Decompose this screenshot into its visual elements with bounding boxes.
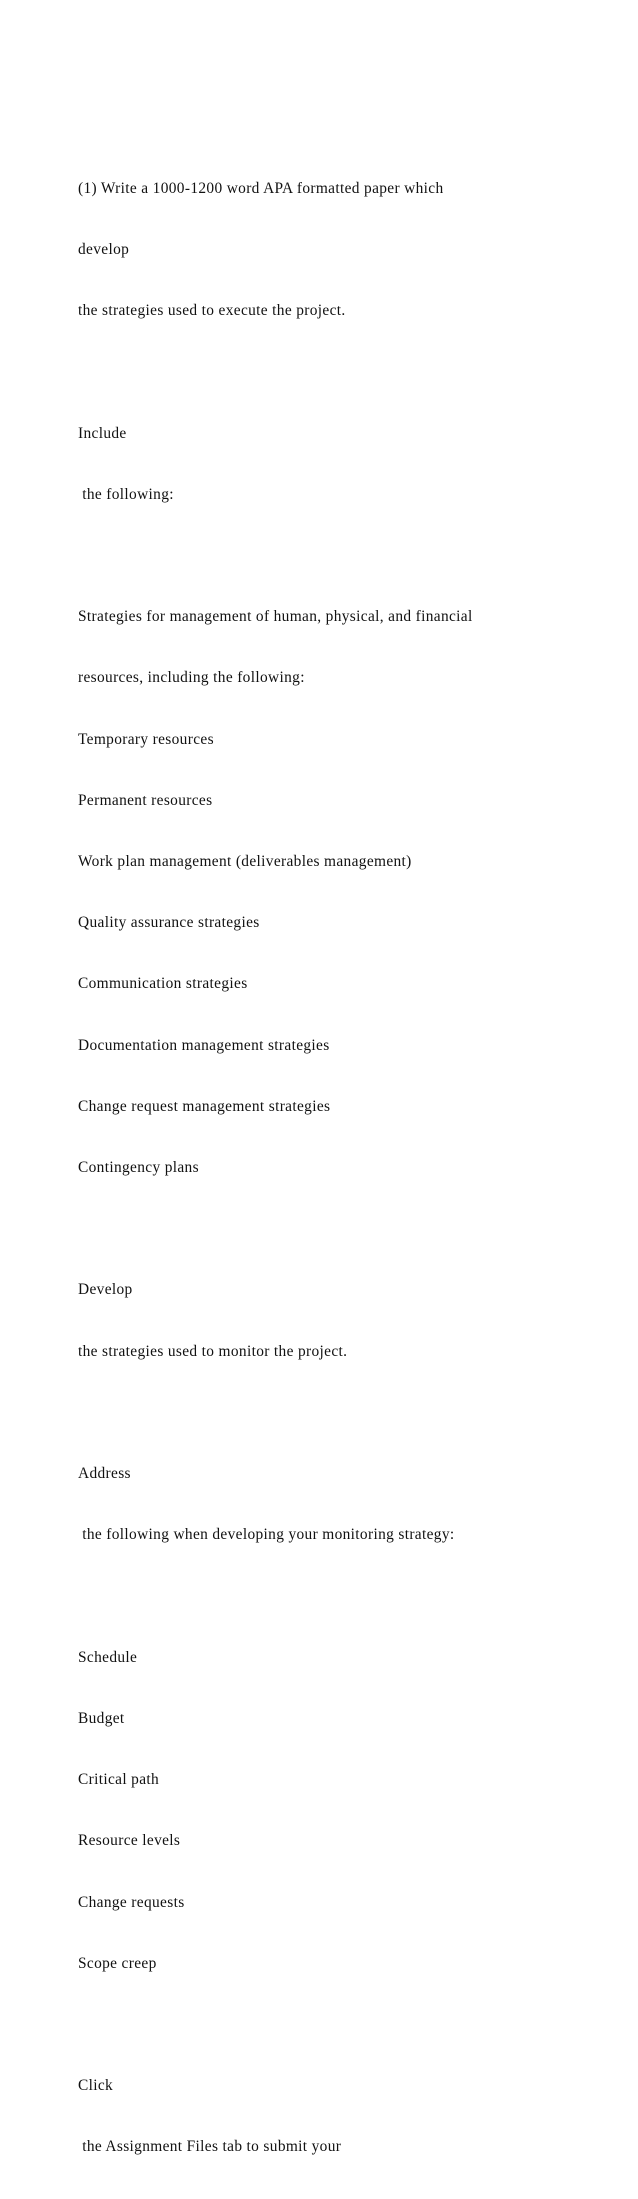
list-item: Work plan management (deliverables management) [78,853,412,871]
blank-line [78,546,618,566]
blank-line [78,362,618,382]
list-item: Critical path [78,1771,160,1789]
list-item: Communication strategies [78,975,248,993]
text-line: the Assignment Files tab to submit your [78,2138,342,2156]
text-line: the following: [78,485,174,503]
blank-line [78,1586,618,1606]
text-line: Include [78,424,127,442]
text-line: develop [78,241,130,259]
blank-line [78,2015,618,2035]
text-line: Click [78,2077,114,2095]
list-item: Budget [78,1709,125,1727]
text-line: Address [78,1465,131,1483]
text-line: Strategies for management of human, physical, and financial [78,608,473,626]
list-item: Schedule [78,1648,138,1666]
list-item: Temporary resources [78,730,214,748]
text-line: the following when developing your monitoring strategy: [78,1526,455,1544]
document-body [78,138,618,2199]
blank-line [78,1219,618,1239]
list-item: Change requests [78,1893,185,1911]
list-item: Quality assurance strategies [78,914,260,932]
text-line: resources, including the following: [78,669,305,687]
text-line: (1) Write a 1000-1200 word APA formatted paper which [78,179,444,197]
list-item: Resource levels [78,1832,181,1850]
list-item: Change request management strategies [78,1097,331,1115]
text-line: the strategies used to monitor the project. [78,1342,348,1360]
list-item: Permanent resources [78,791,213,809]
text-line: the strategies used to execute the project. [78,302,346,320]
list-item: Scope creep [78,1954,157,1972]
blank-line [78,1403,618,1423]
list-item: Contingency plans [78,1159,199,1177]
list-item: Documentation management strategies [78,1036,330,1054]
text-line: Develop [78,1281,133,1299]
